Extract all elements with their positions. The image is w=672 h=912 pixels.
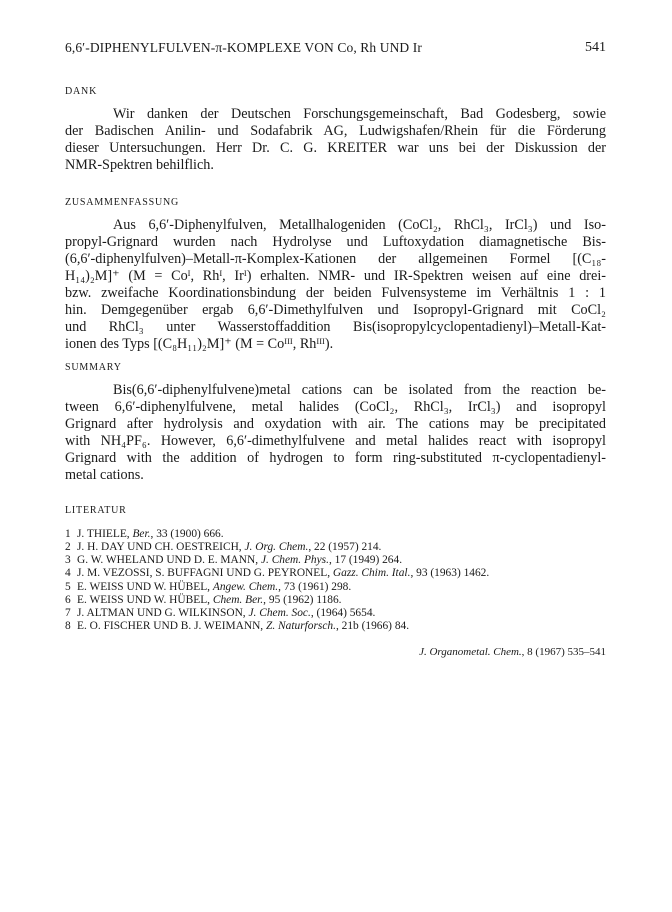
text-line: Wir danken der Deutschen Forschungsgemeinschaft, Bad Godesberg, sowie <box>113 106 606 122</box>
reference-authors: E. WEISS UND W. HÜBEL, <box>77 580 213 593</box>
reference-authors: E. WEISS UND W. HÜBEL, <box>77 593 213 606</box>
reference-journal: J. Chem. Soc. <box>248 606 311 619</box>
heading-summary: SUMMARY <box>65 362 122 373</box>
heading-zusammenfassung: ZUSAMMENFASSUNG <box>65 197 180 208</box>
text-line: tween 6,6′-diphenylfulvene, metal halides (CoCl₂, RhCl₃, IrCl₃) and isopropyl <box>65 399 606 415</box>
reference-list <box>65 528 606 633</box>
text-line: NMR-Spektren behilflich. <box>65 157 214 173</box>
reference-journal: Chem. Ber. <box>212 593 264 606</box>
paragraph-summary <box>65 382 606 484</box>
reference-citation: , 21b (1966) 84. <box>335 620 410 633</box>
reference-journal: Gazz. Chim. Ital. <box>332 567 411 580</box>
reference-authors: J. THIELE, <box>77 528 133 540</box>
reference-number: 5 <box>65 580 71 593</box>
running-title: 6,6′-DIPHENYLFULVEN-π-KOMPLEXE VON Co, Rh UND Ir <box>65 40 422 55</box>
page-number: 541 <box>585 40 606 55</box>
reference-authors: E. O. FISCHER UND B. J. WEIMANN, <box>77 620 267 633</box>
reference-authors: J. ALTMAN UND G. WILKINSON, <box>77 606 249 619</box>
reference-number: 1 <box>65 528 71 540</box>
text-line: der Badischen Anilin- und Sodafabrik AG, Ludwigshafen/Rhein für die Förderung <box>65 123 606 139</box>
reference-number: 8 <box>65 620 71 633</box>
reference-citation: , 22 (1957) 214. <box>308 541 382 554</box>
reference-number: 3 <box>65 554 71 567</box>
footer-journal: J. Organometal. Chem. <box>419 646 522 658</box>
text-line: Aus 6,6′-Diphenylfulven, Metallhalogeniden (CoCl₂, RhCl₃, IrCl₃) und Iso- <box>113 217 606 233</box>
text-line: ionen des Typs [(C₈H₁₁)₂M]⁺ (M = Coᴵᴵᴵ, Rhᴵᴵᴵ). <box>65 336 334 352</box>
reference-item <box>65 528 606 541</box>
text-line: (6,6′-diphenylfulven)–Metall-π-Komplex-Kationen der allgemeinen Formel [(C₁₈- <box>65 251 606 267</box>
reference-item <box>65 620 606 633</box>
journal-footer <box>419 646 606 658</box>
reference-citation: , 33 (1900) 666. <box>150 528 224 540</box>
footer-volume: , 8 (1967) 535–541 <box>521 646 606 658</box>
text-line: dieser Untersuchungen. Herr Dr. C. G. KREITER war uns bei der Diskussion der <box>65 140 606 156</box>
heading-literatur: LITERATUR <box>65 505 127 516</box>
text-line: und RhCl₃ unter Wasserstoffaddition Bis(isopropylcyclopentadienyl)–Metall-Kat- <box>65 319 606 335</box>
reference-item <box>65 567 606 580</box>
text-line: bzw. zweifache Koordinationsbindung der beiden Fulvensysteme im Verhältnis 1 : 1 <box>65 285 606 301</box>
reference-item <box>65 554 606 567</box>
reference-journal: J. Org. Chem. <box>244 541 309 554</box>
text-line: hin. Demgegenüber ergab 6,6′-Dimethylfulven und Isopropyl-Grignard mit CoCl₂ <box>65 302 606 318</box>
reference-authors: J. H. DAY UND CH. OESTREICH, <box>77 541 245 554</box>
reference-citation: , 73 (1961) 298. <box>278 580 352 593</box>
reference-journal: J. Chem. Phys. <box>260 554 329 567</box>
text-line: Grignard after hydrolysis and oxydation with air. The cations may be precipitated <box>65 416 606 432</box>
reference-authors: G. W. WHELAND UND D. E. MANN, <box>77 554 261 567</box>
reference-number: 7 <box>65 606 71 619</box>
text-line: H₁₄)₂M]⁺ (M = Coᴵ, Rhᴵ, Irᴵ) erhalten. NMR- und IR-Spektren weisen auf eine drei- <box>65 268 606 284</box>
reference-journal: Ber. <box>132 528 151 540</box>
reference-authors: J. M. VEZOSSI, S. BUFFAGNI UND G. PEYRONEL, <box>77 567 333 580</box>
text-line: Bis(6,6′-diphenylfulvene)metal cations can be isolated from the reaction be- <box>113 382 606 398</box>
reference-number: 4 <box>65 567 71 580</box>
reference-item <box>65 607 606 620</box>
reference-citation: , 17 (1949) 264. <box>328 554 403 567</box>
paragraph-zusammenfassung <box>65 217 606 353</box>
paragraph-dank <box>65 106 606 174</box>
reference-citation: , 93 (1963) 1462. <box>410 567 490 580</box>
reference-item <box>65 581 606 594</box>
text-line: metal cations. <box>65 467 144 483</box>
reference-item <box>65 594 606 607</box>
reference-journal: Z. Naturforsch. <box>266 620 336 633</box>
reference-journal: Angew. Chem. <box>212 580 279 593</box>
text-line: with NH₄PF₆. However, 6,6′-dimethylfulvene and metal halides react with isopropyl <box>65 433 606 449</box>
reference-number: 2 <box>65 541 71 554</box>
reference-citation: , (1964) 5654. <box>310 606 376 619</box>
heading-dank: DANK <box>65 86 98 97</box>
reference-number: 6 <box>65 593 71 606</box>
text-line: Grignard with the addition of hydrogen to form ring-substituted π-cyclopentadienyl- <box>65 450 606 466</box>
reference-item <box>65 541 606 554</box>
running-header <box>65 40 606 62</box>
text-line: propyl-Grignard wurden nach Hydrolyse und Luftoxydation diamagnetische Bis- <box>65 234 606 250</box>
reference-citation: , 95 (1962) 1186. <box>263 593 342 606</box>
